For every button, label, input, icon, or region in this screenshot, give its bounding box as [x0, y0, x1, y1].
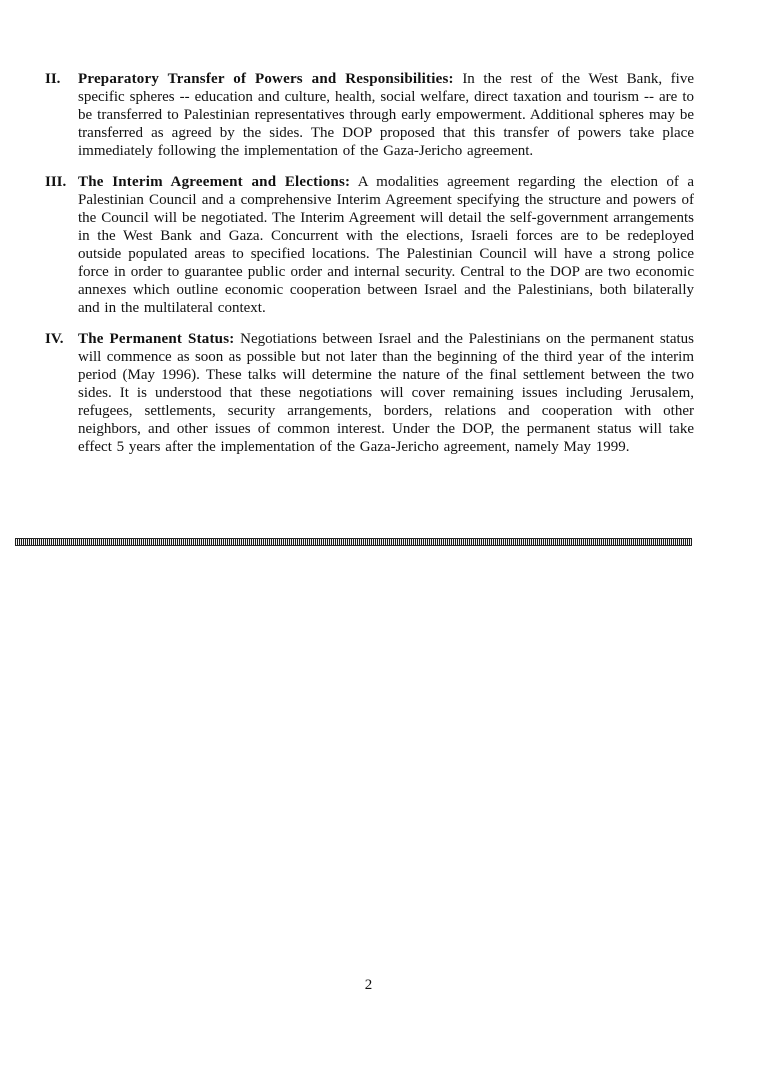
section-heading: Preparatory Transfer of Powers and Responsibilities:	[78, 71, 454, 87]
page-number: 2	[364, 977, 373, 993]
section-preparatory-transfer	[45, 70, 694, 160]
section-body-text: In the rest of the West Bank, five specific spheres -- education and culture, health, social welfare, direct taxation and tourism -- are to be transferred to Palestinian representatives through early empowerment. Additional spheres may be transferred as agreed by the sides. The DOP proposed that this transfer of powers take place immediately following the implementation of the Gaza-Jericho agreement.	[78, 71, 694, 159]
section-permanent-status	[45, 330, 694, 456]
section-content	[78, 70, 694, 160]
section-content	[78, 330, 694, 456]
section-content	[78, 173, 694, 317]
section-body-text: Negotiations between Israel and the Palestinians on the permanent status will commence as soon as possible but not later than the beginning of the third year of the interim period (May 1996). These talks will determine the nature of the final settlement between the two sides. It is understood that these negotiations will cover remaining issues including Jerusalem, refugees, settlements, security arrangements, borders, relations and cooperation with other neighbors, and other issues of common interest. Under the DOP, the permanent status will take effect 5 years after the implementation of the Gaza-Jericho agreement, namely May 1999.	[78, 331, 694, 455]
section-heading: The Permanent Status:	[78, 331, 235, 347]
section-numeral: III.	[45, 174, 67, 190]
section-divider	[15, 538, 692, 546]
section-heading: The Interim Agreement and Elections:	[78, 174, 351, 190]
document-body	[45, 70, 694, 469]
section-numeral: IV.	[45, 331, 64, 347]
section-interim-agreement	[45, 173, 694, 317]
section-numeral: II.	[45, 71, 61, 87]
section-body-text: A modalities agreement regarding the election of a Palestinian Council and a comprehensive Interim Agreement specifying the structure and powers of the Council will be negotiated. The Interim Agreement will detail the self-government arrangements in the West Bank and Gaza. Concurrent with the elections, Israeli forces are to be redeployed outside populated areas to specified locations. The Palestinian Council will have a strong police force in order to guarantee public order and internal security. Central to the DOP are two economic annexes which outline economic cooperation between Israel and the Palestinians, both bilaterally and in the multilateral context.	[78, 174, 694, 316]
